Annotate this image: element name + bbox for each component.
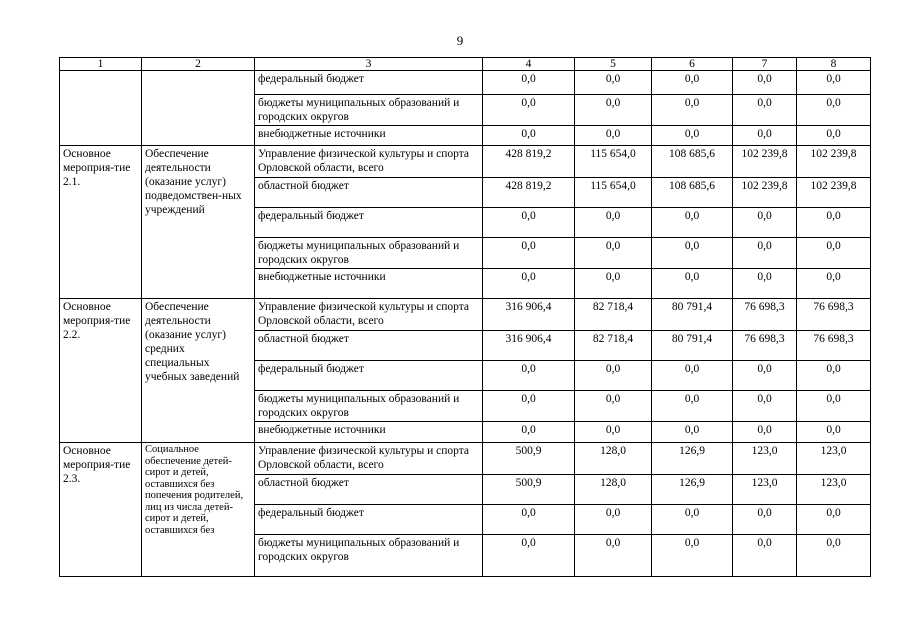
budget-value: 500,9 (483, 475, 575, 505)
budget-value: 0,0 (797, 361, 871, 391)
budget-value: 0,0 (733, 269, 797, 299)
funding-source: областной бюджет (255, 475, 483, 505)
column-number: 1 (60, 58, 142, 71)
budget-value: 428 819,2 (483, 178, 575, 208)
funding-source: областной бюджет (255, 178, 483, 208)
column-number-row (60, 58, 871, 71)
budget-value: 0,0 (652, 238, 733, 269)
budget-value: 0,0 (733, 208, 797, 238)
measure-description: Обеспечение деятельности (оказание услуг) средних специальных учебных заведений (142, 299, 255, 443)
budget-value: 0,0 (652, 422, 733, 443)
budget-value: 0,0 (575, 95, 652, 126)
budget-value: 82 718,4 (575, 299, 652, 331)
funding-source: Управление физической культуры и спорта Орловской области, всего (255, 299, 483, 331)
budget-value: 102 239,8 (733, 146, 797, 178)
budget-value: 76 698,3 (733, 299, 797, 331)
column-number: 7 (733, 58, 797, 71)
budget-value: 428 819,2 (483, 146, 575, 178)
budget-value: 0,0 (797, 208, 871, 238)
budget-value: 0,0 (652, 535, 733, 577)
funding-source: внебюджетные источники (255, 126, 483, 146)
budget-value: 0,0 (733, 535, 797, 577)
budget-value: 0,0 (575, 535, 652, 577)
measure-name: Основное мероприя-тие 2.3. (60, 443, 142, 577)
funding-source: бюджеты муниципальных образований и городских округов (255, 95, 483, 126)
funding-source: бюджеты муниципальных образований и городских округов (255, 238, 483, 269)
budget-value: 0,0 (733, 126, 797, 146)
funding-source: бюджеты муниципальных образований и городских округов (255, 535, 483, 577)
budget-value: 102 239,8 (797, 178, 871, 208)
measure-name: Основное мероприя-тие 2.1. (60, 146, 142, 299)
budget-value: 108 685,6 (652, 146, 733, 178)
funding-source: внебюджетные источники (255, 269, 483, 299)
budget-value: 0,0 (483, 535, 575, 577)
measure-name-cell (60, 71, 142, 146)
budget-value: 108 685,6 (652, 178, 733, 208)
column-number: 6 (652, 58, 733, 71)
budget-value: 316 906,4 (483, 331, 575, 361)
budget-value: 0,0 (652, 391, 733, 422)
table-row (60, 146, 871, 178)
budget-value: 0,0 (575, 361, 652, 391)
column-number: 4 (483, 58, 575, 71)
budget-value: 0,0 (575, 391, 652, 422)
budget-value: 126,9 (652, 443, 733, 475)
budget-value: 0,0 (575, 208, 652, 238)
budget-value: 0,0 (652, 505, 733, 535)
budget-value: 80 791,4 (652, 331, 733, 361)
budget-value: 0,0 (733, 505, 797, 535)
budget-value: 123,0 (733, 475, 797, 505)
funding-source: областной бюджет (255, 331, 483, 361)
budget-value: 0,0 (483, 238, 575, 269)
budget-value: 115 654,0 (575, 178, 652, 208)
budget-value: 82 718,4 (575, 331, 652, 361)
budget-value: 0,0 (733, 238, 797, 269)
budget-value: 123,0 (797, 475, 871, 505)
budget-value: 0,0 (797, 422, 871, 443)
budget-value: 76 698,3 (733, 331, 797, 361)
budget-value: 0,0 (483, 391, 575, 422)
budget-value: 0,0 (652, 95, 733, 126)
budget-value: 76 698,3 (797, 331, 871, 361)
budget-value: 0,0 (652, 126, 733, 146)
budget-value: 0,0 (652, 208, 733, 238)
measure-name: Основное мероприя-тие 2.2. (60, 299, 142, 443)
column-number: 5 (575, 58, 652, 71)
page-number: 9 (456, 33, 464, 48)
budget-value: 0,0 (483, 505, 575, 535)
budget-value: 0,0 (483, 422, 575, 443)
table-row (60, 443, 871, 475)
budget-value: 0,0 (483, 361, 575, 391)
budget-value: 0,0 (733, 391, 797, 422)
budget-value: 123,0 (797, 443, 871, 475)
budget-value: 0,0 (797, 391, 871, 422)
measure-description-cell (142, 71, 255, 146)
budget-value: 128,0 (575, 475, 652, 505)
budget-value: 0,0 (575, 126, 652, 146)
budget-value: 0,0 (575, 505, 652, 535)
budget-value: 0,0 (733, 422, 797, 443)
budget-value: 0,0 (575, 269, 652, 299)
budget-value: 0,0 (483, 269, 575, 299)
funding-source: внебюджетные источники (255, 422, 483, 443)
budget-value: 500,9 (483, 443, 575, 475)
funding-source: федеральный бюджет (255, 208, 483, 238)
budget-value: 316 906,4 (483, 299, 575, 331)
budget-value: 0,0 (797, 505, 871, 535)
funding-source: федеральный бюджет (255, 361, 483, 391)
budget-value: 0,0 (797, 238, 871, 269)
budget-value: 80 791,4 (652, 299, 733, 331)
budget-value: 0,0 (575, 238, 652, 269)
budget-value: 102 239,8 (797, 146, 871, 178)
budget-value: 0,0 (652, 71, 733, 95)
budget-value: 126,9 (652, 475, 733, 505)
funding-source: Управление физической культуры и спорта Орловской области, всего (255, 443, 483, 475)
budget-table (59, 57, 871, 577)
budget-value: 0,0 (483, 126, 575, 146)
budget-value: 115 654,0 (575, 146, 652, 178)
budget-value: 0,0 (797, 269, 871, 299)
table-row (60, 71, 871, 95)
budget-value: 0,0 (733, 361, 797, 391)
budget-value: 0,0 (797, 71, 871, 95)
budget-value: 0,0 (652, 361, 733, 391)
budget-value: 0,0 (797, 95, 871, 126)
funding-source: федеральный бюджет (255, 505, 483, 535)
table-row (60, 299, 871, 331)
budget-value: 0,0 (483, 95, 575, 126)
budget-value: 76 698,3 (797, 299, 871, 331)
budget-value: 102 239,8 (733, 178, 797, 208)
budget-value: 0,0 (797, 126, 871, 146)
measure-description: Обеспечение деятельности (оказание услуг) подведомствен-ных учреждений (142, 146, 255, 299)
budget-value: 0,0 (733, 71, 797, 95)
budget-value: 0,0 (733, 95, 797, 126)
column-number: 8 (797, 58, 871, 71)
column-number: 3 (255, 58, 483, 71)
budget-value: 128,0 (575, 443, 652, 475)
budget-value: 0,0 (483, 208, 575, 238)
budget-value: 0,0 (575, 422, 652, 443)
column-number: 2 (142, 58, 255, 71)
funding-source: бюджеты муниципальных образований и городских округов (255, 391, 483, 422)
measure-description: Социальное обеспечение детей-сирот и детей, оставшихся без попечения родителей, лиц из числа детей-сирот и детей, оставшихся без (142, 443, 255, 577)
budget-value: 123,0 (733, 443, 797, 475)
budget-value: 0,0 (652, 269, 733, 299)
budget-value: 0,0 (483, 71, 575, 95)
budget-value: 0,0 (575, 71, 652, 95)
funding-source: федеральный бюджет (255, 71, 483, 95)
funding-source: Управление физической культуры и спорта Орловской области, всего (255, 146, 483, 178)
budget-value: 0,0 (797, 535, 871, 577)
